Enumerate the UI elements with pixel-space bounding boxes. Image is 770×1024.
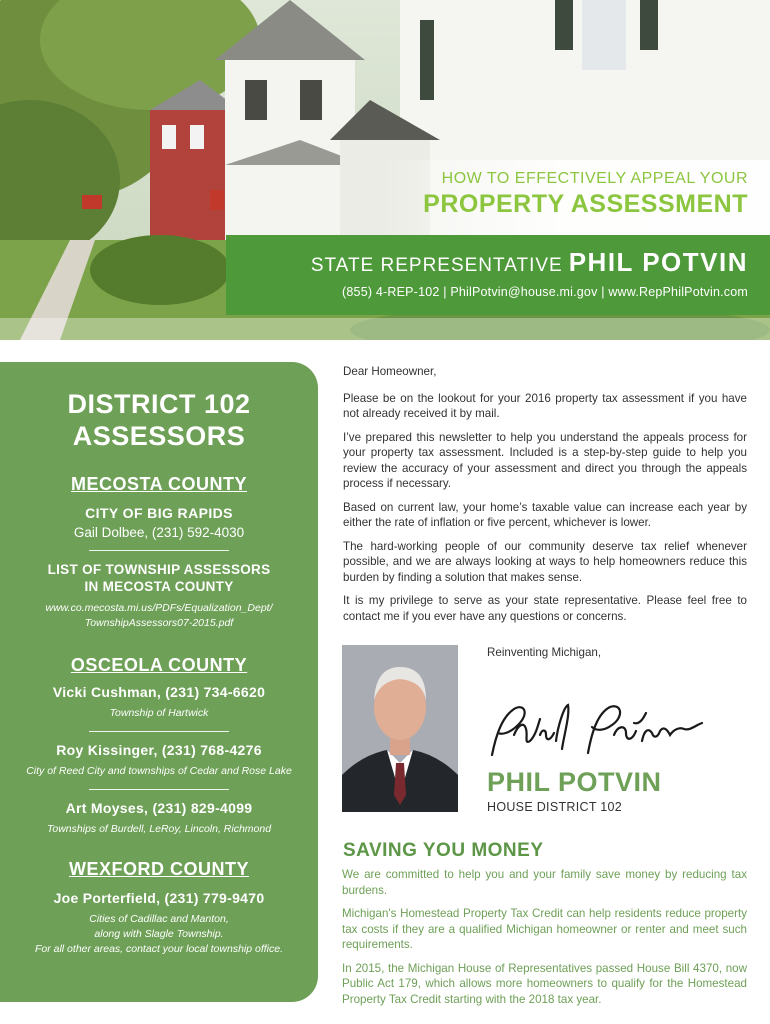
assessor-name: Joe Porterfield, (231) 779-9470 <box>53 890 265 906</box>
township-list-title <box>0 561 318 595</box>
letter-paragraph: It is my privilege to serve as your state representative. Please feel free to contact me if you ever have any questions or concerns. <box>343 594 747 623</box>
sidebar-heading-line-2: ASSESSORS <box>72 421 246 451</box>
letter-body <box>343 364 747 632</box>
signature-district: HOUSE DISTRICT 102 <box>487 800 623 814</box>
township-list-link-line-2[interactable]: TownshipAssessors07-2015.pdf <box>84 617 234 629</box>
assessor-area-line-2: along with Slagle Township. <box>94 928 224 940</box>
assessors-sidebar <box>0 362 318 1002</box>
township-list-link-line-1[interactable]: www.co.mecosta.mi.us/PDFs/Equalization_Dept/ <box>45 602 273 614</box>
saving-paragraph: We are committed to help you and your family save money by reducing tax burdens. <box>342 868 747 897</box>
representative-name <box>311 247 748 278</box>
county-heading-mecosta: MECOSTA COUNTY <box>71 474 247 494</box>
divider <box>89 550 229 551</box>
assessor-area: City of Reed City and townships of Cedar and Rose Lake <box>26 765 292 777</box>
county-heading-wexford: WEXFORD COUNTY <box>69 859 249 879</box>
assessor-area: Township of Hartwick <box>109 707 209 719</box>
assessor-area-line-1: Cities of Cadillac and Manton, <box>89 913 229 925</box>
divider <box>89 789 229 790</box>
assessor-name: Vicki Cushman, (231) 734-6620 <box>52 684 266 700</box>
divider <box>89 731 229 732</box>
city-assessor-contact: Gail Dolbee, (231) 592-4030 <box>73 525 245 540</box>
signature-name: PHIL POTVIN <box>487 767 662 797</box>
county-heading-osceola: OSCEOLA COUNTY <box>70 655 248 675</box>
representative-name-bold: PHIL POTVIN <box>568 247 748 277</box>
sidebar-heading <box>0 388 318 452</box>
assessor-name: Art Moyses, (231) 829-4099 <box>65 800 253 816</box>
assessor-name: Roy Kissinger, (231) 768-4276 <box>56 742 262 758</box>
saving-paragraph: In 2015, the Michigan House of Representatives passed House Bill 4370, now Public Act 179, which allows more homeowners to qualify for the Homestead Property Tax Credit starting with the 2018 tax year. <box>342 961 747 1006</box>
newsletter-title <box>423 170 748 219</box>
title-line-2: PROPERTY ASSESSMENT <box>423 190 748 218</box>
saving-paragraph: Michigan's Homestead Property Tax Credit can help residents reduce property tax costs if they are a qualified Michigan homeowner or renter and meet such requirements. <box>342 907 747 951</box>
signature <box>484 695 714 770</box>
assessor-area: Townships of Burdell, LeRoy, Lincoln, Richmond <box>46 823 272 835</box>
letter-paragraph: I’ve prepared this newsletter to help you understand the appeals process for your property tax assessment. Included is a step-by-step guide to help you review the accuracy of your assessment and direct you through the appeals process if necessary. <box>343 430 747 490</box>
representative-banner <box>226 235 770 315</box>
assessor-area-line-3: For all other areas, contact your local township office. <box>34 943 284 955</box>
sidebar-heading-line-1: DISTRICT 102 <box>67 389 251 419</box>
title-line-1: HOW TO EFFECTIVELY APPEAL YOUR <box>441 170 748 187</box>
letter-paragraph: The hard-working people of our community deserve tax relief whenever possible, and we are always looking at ways to help homeowners reduce this burden by finding a solution that makes sense. <box>343 539 747 584</box>
letter-paragraph: Based on current law, your home’s taxable value can increase each year by either the rate of inflation or five percent, whichever is lower. <box>343 500 747 529</box>
letter-paragraph: Please be on the lookout for your 2016 property tax assessment if you have not already received it by mail. <box>343 391 747 420</box>
letter-greeting: Dear Homeowner, <box>343 365 437 378</box>
township-list-title-line-2: IN MECOSTA COUNTY <box>84 579 234 594</box>
representative-prefix: STATE REPRESENTATIVE <box>310 255 563 276</box>
saving-heading: SAVING YOU MONEY <box>343 840 544 861</box>
township-list-link[interactable] <box>0 601 318 631</box>
representative-contact: (855) 4-REP-102 | PhilPotvin@house.mi.gov | www.RepPhilPotvin.com <box>342 285 748 299</box>
letter-closing: Reinventing Michigan, <box>487 646 602 659</box>
township-list-title-line-1: LIST OF TOWNSHIP ASSESSORS <box>47 562 271 577</box>
saving-body <box>342 867 747 1015</box>
city-big-rapids: CITY OF BIG RAPIDS <box>85 505 233 521</box>
representative-portrait <box>342 645 458 812</box>
assessor-area <box>0 912 318 957</box>
